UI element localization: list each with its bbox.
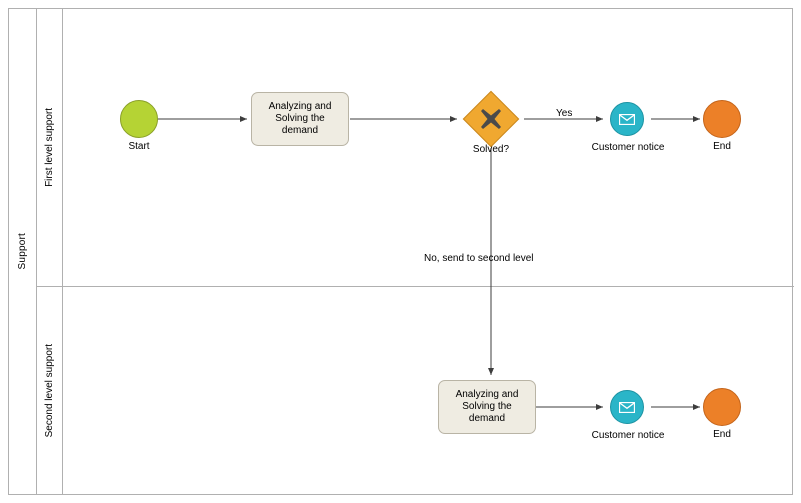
lane-label-second-text: Second level support xyxy=(44,344,55,438)
message-event-customer-notice-second[interactable] xyxy=(610,390,644,424)
flow-label-yes: Yes xyxy=(556,108,573,119)
task-analyzing-solving-first[interactable]: Analyzing and Solving the demand xyxy=(251,92,349,146)
end-event-label-first: End xyxy=(713,141,731,152)
end-event-label-second: End xyxy=(713,429,731,440)
envelope-icon xyxy=(619,402,635,413)
gateway-shape xyxy=(463,91,520,148)
end-event-second[interactable] xyxy=(703,388,741,426)
pool-label-text: Support xyxy=(17,233,28,270)
end-event-first[interactable] xyxy=(703,100,741,138)
gateway-label: Solved? xyxy=(472,144,510,155)
message-event-label-first: Customer notice xyxy=(591,142,665,153)
pool-support xyxy=(8,8,793,495)
message-event-label-second: Customer notice xyxy=(591,430,665,441)
lane-label-first xyxy=(37,9,63,286)
flow-label-no-second-level: No, send to second level xyxy=(424,253,534,264)
pool-label xyxy=(9,9,37,494)
start-event[interactable] xyxy=(120,100,158,138)
exclusive-gateway-solved[interactable] xyxy=(462,90,520,148)
task-analyzing-solving-second[interactable]: Analyzing and Solving the demand xyxy=(438,380,536,434)
start-event-label: Start xyxy=(128,141,150,152)
lane-second-level-support xyxy=(37,287,794,495)
lane-label-second xyxy=(37,287,63,495)
envelope-icon xyxy=(619,114,635,125)
lane-label-first-text: First level support xyxy=(44,108,55,187)
message-event-customer-notice-first[interactable] xyxy=(610,102,644,136)
